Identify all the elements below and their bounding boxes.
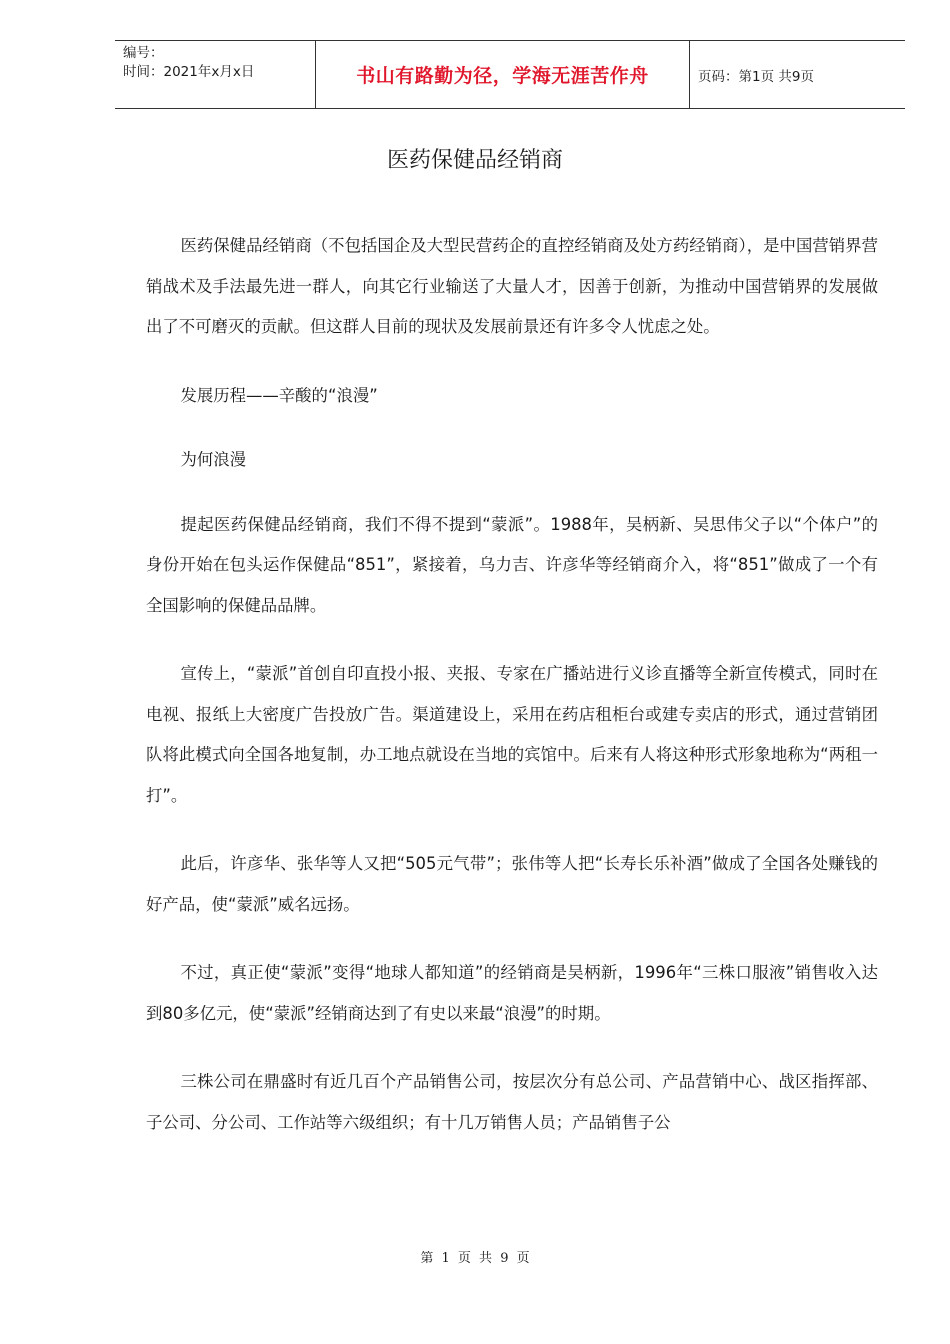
paragraph: 此后，许彦华、张华等人又把“505元气带”；张伟等人把“长寿长乐补酒”做成了全国各处赚钱的好产品，使“蒙派”威名远扬。 (146, 854, 878, 914)
page-header (115, 40, 905, 109)
document-body (146, 226, 878, 1171)
paragraph: 提起医药保健品经销商，我们不得不提到“蒙派”。1988年，吴柄新、吴思伟父子以“个体户”的身份开始在包头运作保健品“851”，紧接着，乌力吉、许彦华等经销商介入，将“851”做成了一个有全国影响的保健品品牌。 (146, 514, 878, 615)
section-heading: 发展历程——辛酸的“浪漫” (180, 385, 378, 405)
header-page-info: 页码：第1页 共9页 (698, 68, 814, 85)
paragraph: 宣传上，“蒙派”首创自印直投小报、夹报、专家在广播站进行义诊直播等全新宣传模式，同时在电视、报纸上大密度广告投放广告。渠道建设上，采用在药店租柜台或建专卖店的形式，通过营销团队将此模式向全国各地复制，办工地点就设在当地的宾馆中。后来有人将这种形式形象地称为“两租一打”。 (146, 664, 878, 805)
header-meta-cell (115, 41, 316, 108)
document-title: 医药保健品经销商 (386, 148, 563, 173)
subsection-heading: 为何浪漫 (180, 450, 246, 469)
page-footer: 第 1 页 共 9 页 (420, 1251, 530, 1266)
paragraph: 医药保健品经销商（不包括国企及大型民营药企的直控经销商及处方药经销商），是中国营销界营销战术及手法最先进一群人，向其它行业输送了大量人才，因善于创新，为推动中国营销界的发展做出了不可磨灭的贡献。但这群人目前的现状及发展前景还有许多令人忧虑之处。 (146, 236, 878, 336)
serial-number-label: 编号： (123, 45, 164, 61)
header-motto: 书山有路勤为径，学海无涯苦作舟 (316, 41, 690, 108)
date-label: 时间：2021年x月x日 (123, 64, 255, 80)
paragraph: 三株公司在鼎盛时有近几百个产品销售公司，按层次分有总公司、产品营销中心、战区指挥部、子公司、分公司、工作站等六级组织；有十几万销售人员；产品销售子公 (146, 1072, 878, 1132)
paragraph: 不过，真正使“蒙派”变得“地球人都知道”的经销商是吴柄新，1996年“三株口服液”销售收入达到80多亿元，使“蒙派”经销商达到了有史以来最“浪漫”的时期。 (146, 963, 878, 1023)
